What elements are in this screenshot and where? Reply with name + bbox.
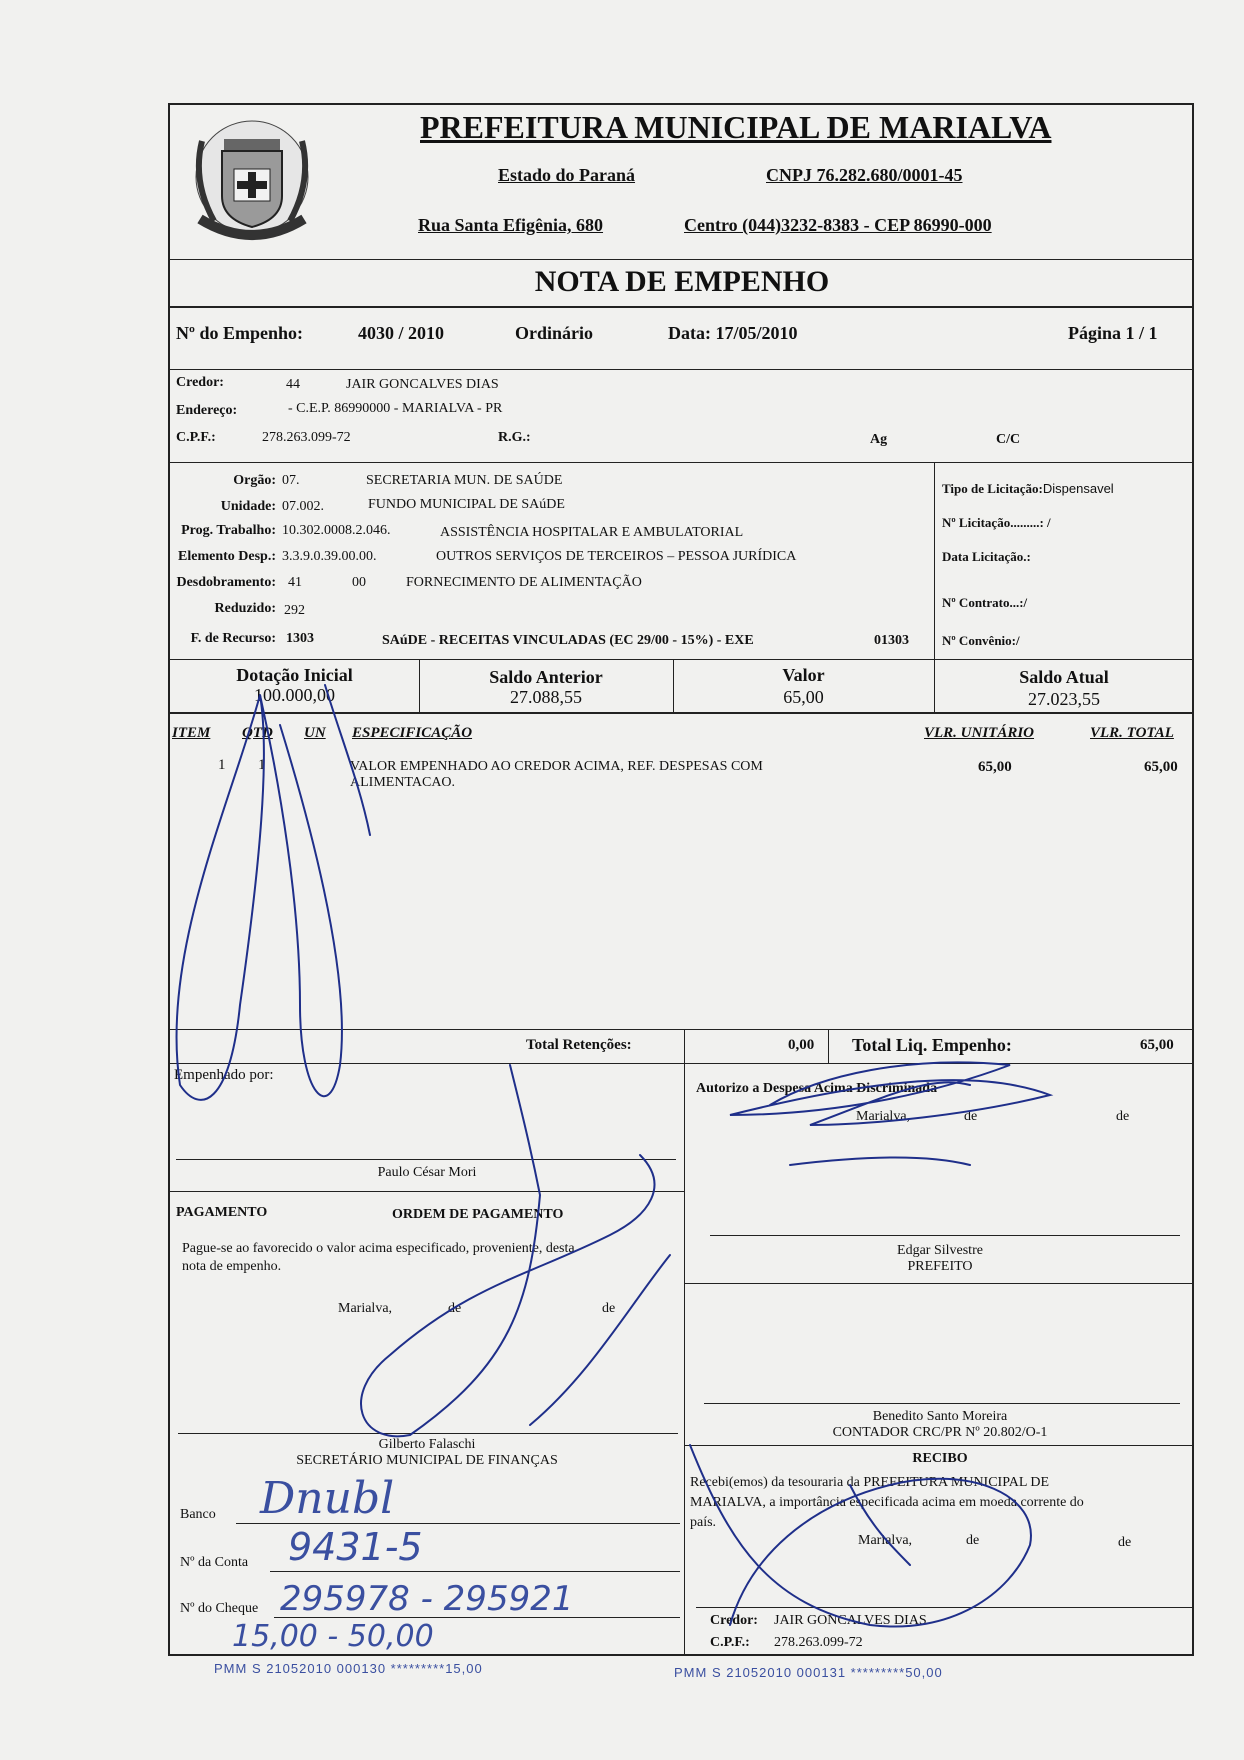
licitacao-tipo-label: Tipo de Licitação: bbox=[942, 481, 1043, 496]
credor-label: Credor: bbox=[176, 375, 224, 390]
pagamento-role: SECRETÁRIO MUNICIPAL DE FINANÇAS bbox=[296, 1453, 558, 1468]
desd-label: Desdobramento: bbox=[176, 575, 276, 590]
signature-scribbles bbox=[170, 105, 1194, 1656]
unidade-code: 07.002. bbox=[282, 499, 324, 514]
licitacao-convenio: Nº Convênio:/ bbox=[942, 633, 1020, 648]
autorizo-de2: de bbox=[1116, 1109, 1130, 1124]
empenho-type: Ordinário bbox=[515, 323, 594, 343]
elem-label: Elemento Desp.: bbox=[178, 549, 276, 564]
prog-label: Prog. Trabalho: bbox=[181, 523, 276, 538]
licitacao-tipo-value: Dispensavel bbox=[1042, 481, 1114, 496]
cc-label: C/C bbox=[996, 432, 1021, 447]
prog-desc: ASSISTÊNCIA HOSPITALAR E AMBULATORIAL bbox=[440, 525, 744, 540]
recibo-text3: país. bbox=[690, 1515, 717, 1530]
prog-code: 10.302.0008.2.046. bbox=[282, 523, 391, 538]
contador-role: CONTADOR CRC/PR Nº 20.802/O-1 bbox=[832, 1425, 1048, 1440]
stamp-right: PMM S 21052010 000131 *********50,00 bbox=[674, 1665, 943, 1680]
desd-desc: FORNECIMENTO DE ALIMENTAÇÃO bbox=[406, 575, 642, 590]
empenhado-name: Paulo César Mori bbox=[377, 1165, 477, 1180]
fonte-label: F. de Recurso: bbox=[190, 631, 276, 646]
orgao-label: Orgão: bbox=[233, 473, 276, 488]
empenho-page: Página 1 / 1 bbox=[1068, 323, 1158, 343]
pagamento-text2: nota de empenho. bbox=[182, 1259, 282, 1274]
pagamento-text1: Pague-se ao favorecido o valor acima especificado, proveniente, desta bbox=[182, 1241, 575, 1256]
recibo-city: Marialva, bbox=[858, 1533, 913, 1548]
recibo-cpf-label: C.P.F.: bbox=[710, 1635, 750, 1650]
valor-value: 65,00 bbox=[783, 687, 824, 707]
autorizo-city: Marialva, bbox=[856, 1109, 911, 1124]
cheque-label: Nº do Cheque bbox=[180, 1601, 259, 1616]
recibo-text1: Recebi(emos) da tesouraria da PREFEITURA MUNICIPAL DE bbox=[690, 1475, 1050, 1490]
valor-label: Valor bbox=[782, 665, 825, 685]
col-item: ITEM bbox=[172, 725, 211, 741]
liquido-value: 65,00 bbox=[1140, 1037, 1174, 1053]
reduz-value: 292 bbox=[284, 603, 305, 618]
recibo-de2: de bbox=[1118, 1535, 1132, 1550]
licitacao-data: Data Licitação.: bbox=[942, 549, 1031, 564]
cpf-value: 278.263.099-72 bbox=[262, 430, 351, 445]
licitacao-numero: Nº Licitação.........: / bbox=[942, 515, 1051, 530]
dotacao-label: Dotação Inicial bbox=[236, 665, 353, 685]
empenho-date: Data: 17/05/2010 bbox=[668, 323, 798, 343]
row-vlr-unitario: 65,00 bbox=[978, 759, 1012, 775]
autorizo-role: PREFEITO bbox=[907, 1259, 973, 1274]
pagamento-signer: Gilberto Falaschi bbox=[378, 1437, 476, 1452]
row-item: 1 bbox=[218, 757, 226, 773]
atual-value: 27.023,55 bbox=[1028, 689, 1100, 709]
conta-label: Nº da Conta bbox=[180, 1555, 249, 1570]
atual-label: Saldo Atual bbox=[1019, 667, 1109, 687]
col-especificacao: ESPECIFICAÇÃO bbox=[352, 725, 473, 741]
reduz-label: Reduzido: bbox=[214, 601, 276, 616]
cpf-label: C.P.F.: bbox=[176, 430, 216, 445]
licitacao-contrato: Nº Contrato...:/ bbox=[942, 595, 1028, 610]
handwritten-valores: 15,00 - 50,00 bbox=[232, 1619, 434, 1654]
header-street: Rua Santa Efigênia, 680 bbox=[418, 215, 604, 235]
header-title: PREFEITURA MUNICIPAL DE MARIALVA bbox=[420, 109, 1052, 145]
recibo-cpf: 278.263.099-72 bbox=[774, 1635, 863, 1650]
recibo-de1: de bbox=[966, 1533, 980, 1548]
retencoes-label: Total Retenções: bbox=[526, 1037, 632, 1053]
row-vlr-total: 65,00 bbox=[1144, 759, 1178, 775]
header-state: Estado do Paraná bbox=[498, 165, 636, 185]
autorizo-de1: de bbox=[964, 1109, 978, 1124]
pagamento-de2: de bbox=[602, 1301, 616, 1316]
pagamento-label: PAGAMENTO bbox=[176, 1205, 268, 1220]
recibo-text2: MARIALVA, a importância especificada acima em moeda corrente do bbox=[690, 1495, 1084, 1510]
credor-name: JAIR GONCALVES DIAS bbox=[346, 377, 499, 392]
endereco-label: Endereço: bbox=[176, 403, 238, 418]
retencoes-value: 0,00 bbox=[788, 1037, 815, 1053]
pagamento-city: Marialva, bbox=[338, 1301, 393, 1316]
unidade-label: Unidade: bbox=[220, 499, 276, 514]
header-contact: Centro (044)3232-8383 - CEP 86990-000 bbox=[684, 215, 992, 235]
desd-code2: 00 bbox=[352, 575, 366, 590]
endereco-value: - C.E.P. 86990000 - MARIALVA - PR bbox=[288, 401, 503, 416]
fonte-code: 1303 bbox=[286, 631, 314, 646]
col-qtd: QTD bbox=[242, 725, 273, 741]
row-espec-line2: ALIMENTACAO. bbox=[350, 775, 456, 790]
autorizo-signer: Edgar Silvestre bbox=[897, 1243, 983, 1258]
recibo-title: RECIBO bbox=[912, 1451, 968, 1466]
recibo-credor-label: Credor: bbox=[710, 1613, 758, 1628]
col-vlr-total: VLR. TOTAL bbox=[1090, 725, 1174, 741]
orgao-code: 07. bbox=[282, 473, 300, 488]
credor-code: 44 bbox=[286, 377, 300, 392]
empenhado-label: Empenhado por: bbox=[174, 1067, 274, 1083]
anterior-label: Saldo Anterior bbox=[489, 667, 603, 687]
header-cnpj: CNPJ 76.282.680/0001-45 bbox=[766, 165, 963, 185]
autorizo-label: Autorizo a Despesa Acima Discriminada bbox=[696, 1081, 938, 1096]
empenho-number: 4030 / 2010 bbox=[358, 323, 445, 343]
handwritten-banco: Dnubl bbox=[260, 1473, 395, 1524]
rg-label: R.G.: bbox=[498, 430, 531, 445]
empenho-label: Nº do Empenho: bbox=[176, 323, 303, 343]
col-un: UN bbox=[304, 725, 326, 741]
pagamento-de1: de bbox=[448, 1301, 462, 1316]
fonte-code2: 01303 bbox=[874, 633, 909, 648]
elem-desc: OUTROS SERVIÇOS DE TERCEIROS – PESSOA JURÍDICA bbox=[436, 549, 797, 564]
banco-label: Banco bbox=[180, 1507, 216, 1522]
orgao-desc: SECRETARIA MUN. DE SAÚDE bbox=[366, 473, 563, 488]
dotacao-value: 100.000,00 bbox=[254, 685, 335, 705]
handwritten-conta: 9431-5 bbox=[288, 1525, 423, 1569]
unidade-desc: FUNDO MUNICIPAL DE SAúDE bbox=[368, 497, 565, 512]
recibo-credor-name: JAIR GONCALVES DIAS bbox=[774, 1613, 927, 1628]
col-vlr-unitario: VLR. UNITÁRIO bbox=[924, 725, 1035, 741]
desd-code1: 41 bbox=[288, 575, 302, 590]
document-title: NOTA DE EMPENHO bbox=[534, 265, 830, 298]
handwritten-cheque: 295978 - 295921 bbox=[280, 1579, 574, 1619]
liquido-label: Total Liq. Empenho: bbox=[852, 1035, 1012, 1055]
elem-code: 3.3.9.0.39.00.00. bbox=[282, 549, 377, 564]
ordem-label: ORDEM DE PAGAMENTO bbox=[392, 1207, 564, 1222]
row-espec-line1: VALOR EMPENHADO AO CREDOR ACIMA, REF. DESPESAS COM bbox=[350, 759, 763, 774]
anterior-value: 27.088,55 bbox=[510, 687, 582, 707]
stamp-left: PMM S 21052010 000130 *********15,00 bbox=[214, 1661, 483, 1676]
fonte-desc: SAúDE - RECEITAS VINCULADAS (EC 29/00 - 15%) - EXE bbox=[382, 633, 754, 648]
ag-label: Ag bbox=[870, 432, 888, 447]
contador-name: Benedito Santo Moreira bbox=[872, 1409, 1008, 1424]
row-qtd: 1 bbox=[258, 757, 266, 773]
empenho-form bbox=[168, 103, 1194, 1680]
